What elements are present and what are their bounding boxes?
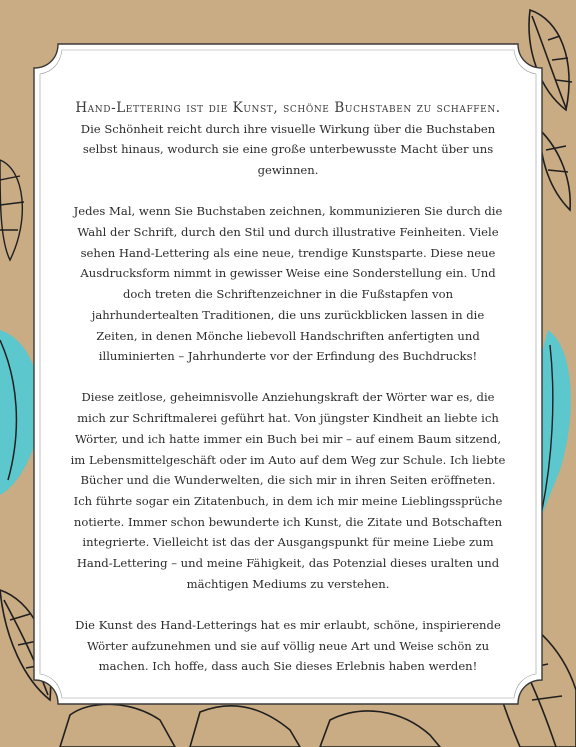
intro-paragraph [70, 98, 506, 181]
article-text [70, 98, 506, 698]
body-paragraph-2: Diese zeitlose, geheimnisvolle Anziehungskraft der Wörter war es, die mich zur Schriftmalerei geführt hat. Von jüngster Kindheit an liebte ich Wörter, und ich hatte immer ein Buch bei mir – auf einem Baum sitzend, im Lebensmittelgeschäft oder im Auto auf dem Weg zur Schule. Ich liebte Bücher und die Wunderwelten, die sich mir in ihren Seiten eröffneten. Ich führte sogar ein Zitatenbuch, in dem ich mir meine Lieblingssprüche notierte. Immer schon bewunderte ich Kunst, die Zitate und Botschaften integrierte. Vielleicht ist das der Ausgangspunkt für meine Liebe zum Hand-Lettering – und meine Fähigkeit, das Potenzial dieses uralten und mächtigen Mediums zu verstehen. [70, 390, 506, 591]
body-paragraph-1: Jedes Mal, wenn Sie Buchstaben zeichnen, kommunizieren Sie durch die Wahl der Schrift, durch den Stil und durch illustrative Feinheiten. Viele sehen Hand-Lettering als eine neue, trendige Kunstsparte. Diese neue Ausdrucksform nimmt in gewisser Weise eine Sonderstellung ein. Und doch treten die Schriftenzeichner in die Fußstapfen von jahrhundertealten Traditionen, die uns zurückblicken lassen in die Zeiten, in denen Mönche liebevoll Handschriften anfertigten und illuminierten – Jahrhunderte vor der Erfindung des Buchdrucks! [73, 204, 503, 364]
intro-rest: Die Schönheit reicht durch ihre visuelle Wirkung über die Buchstaben selbst hinaus, wodurch sie eine große unterbewusste Macht über uns gewinnen. [80, 121, 496, 178]
intro-lead: Hand-Lettering ist die Kunst, schöne Buchstaben zu schaffen. [75, 100, 501, 116]
body-paragraph-3: Die Kunst des Hand-Letterings hat es mir erlaubt, schöne, inspirierende Wörter aufzunehmen und sie auf völlig neue Art und Weise schön zu machen. Ich hoffe, dass auch Sie dieses Erlebnis haben werden! [75, 617, 501, 674]
